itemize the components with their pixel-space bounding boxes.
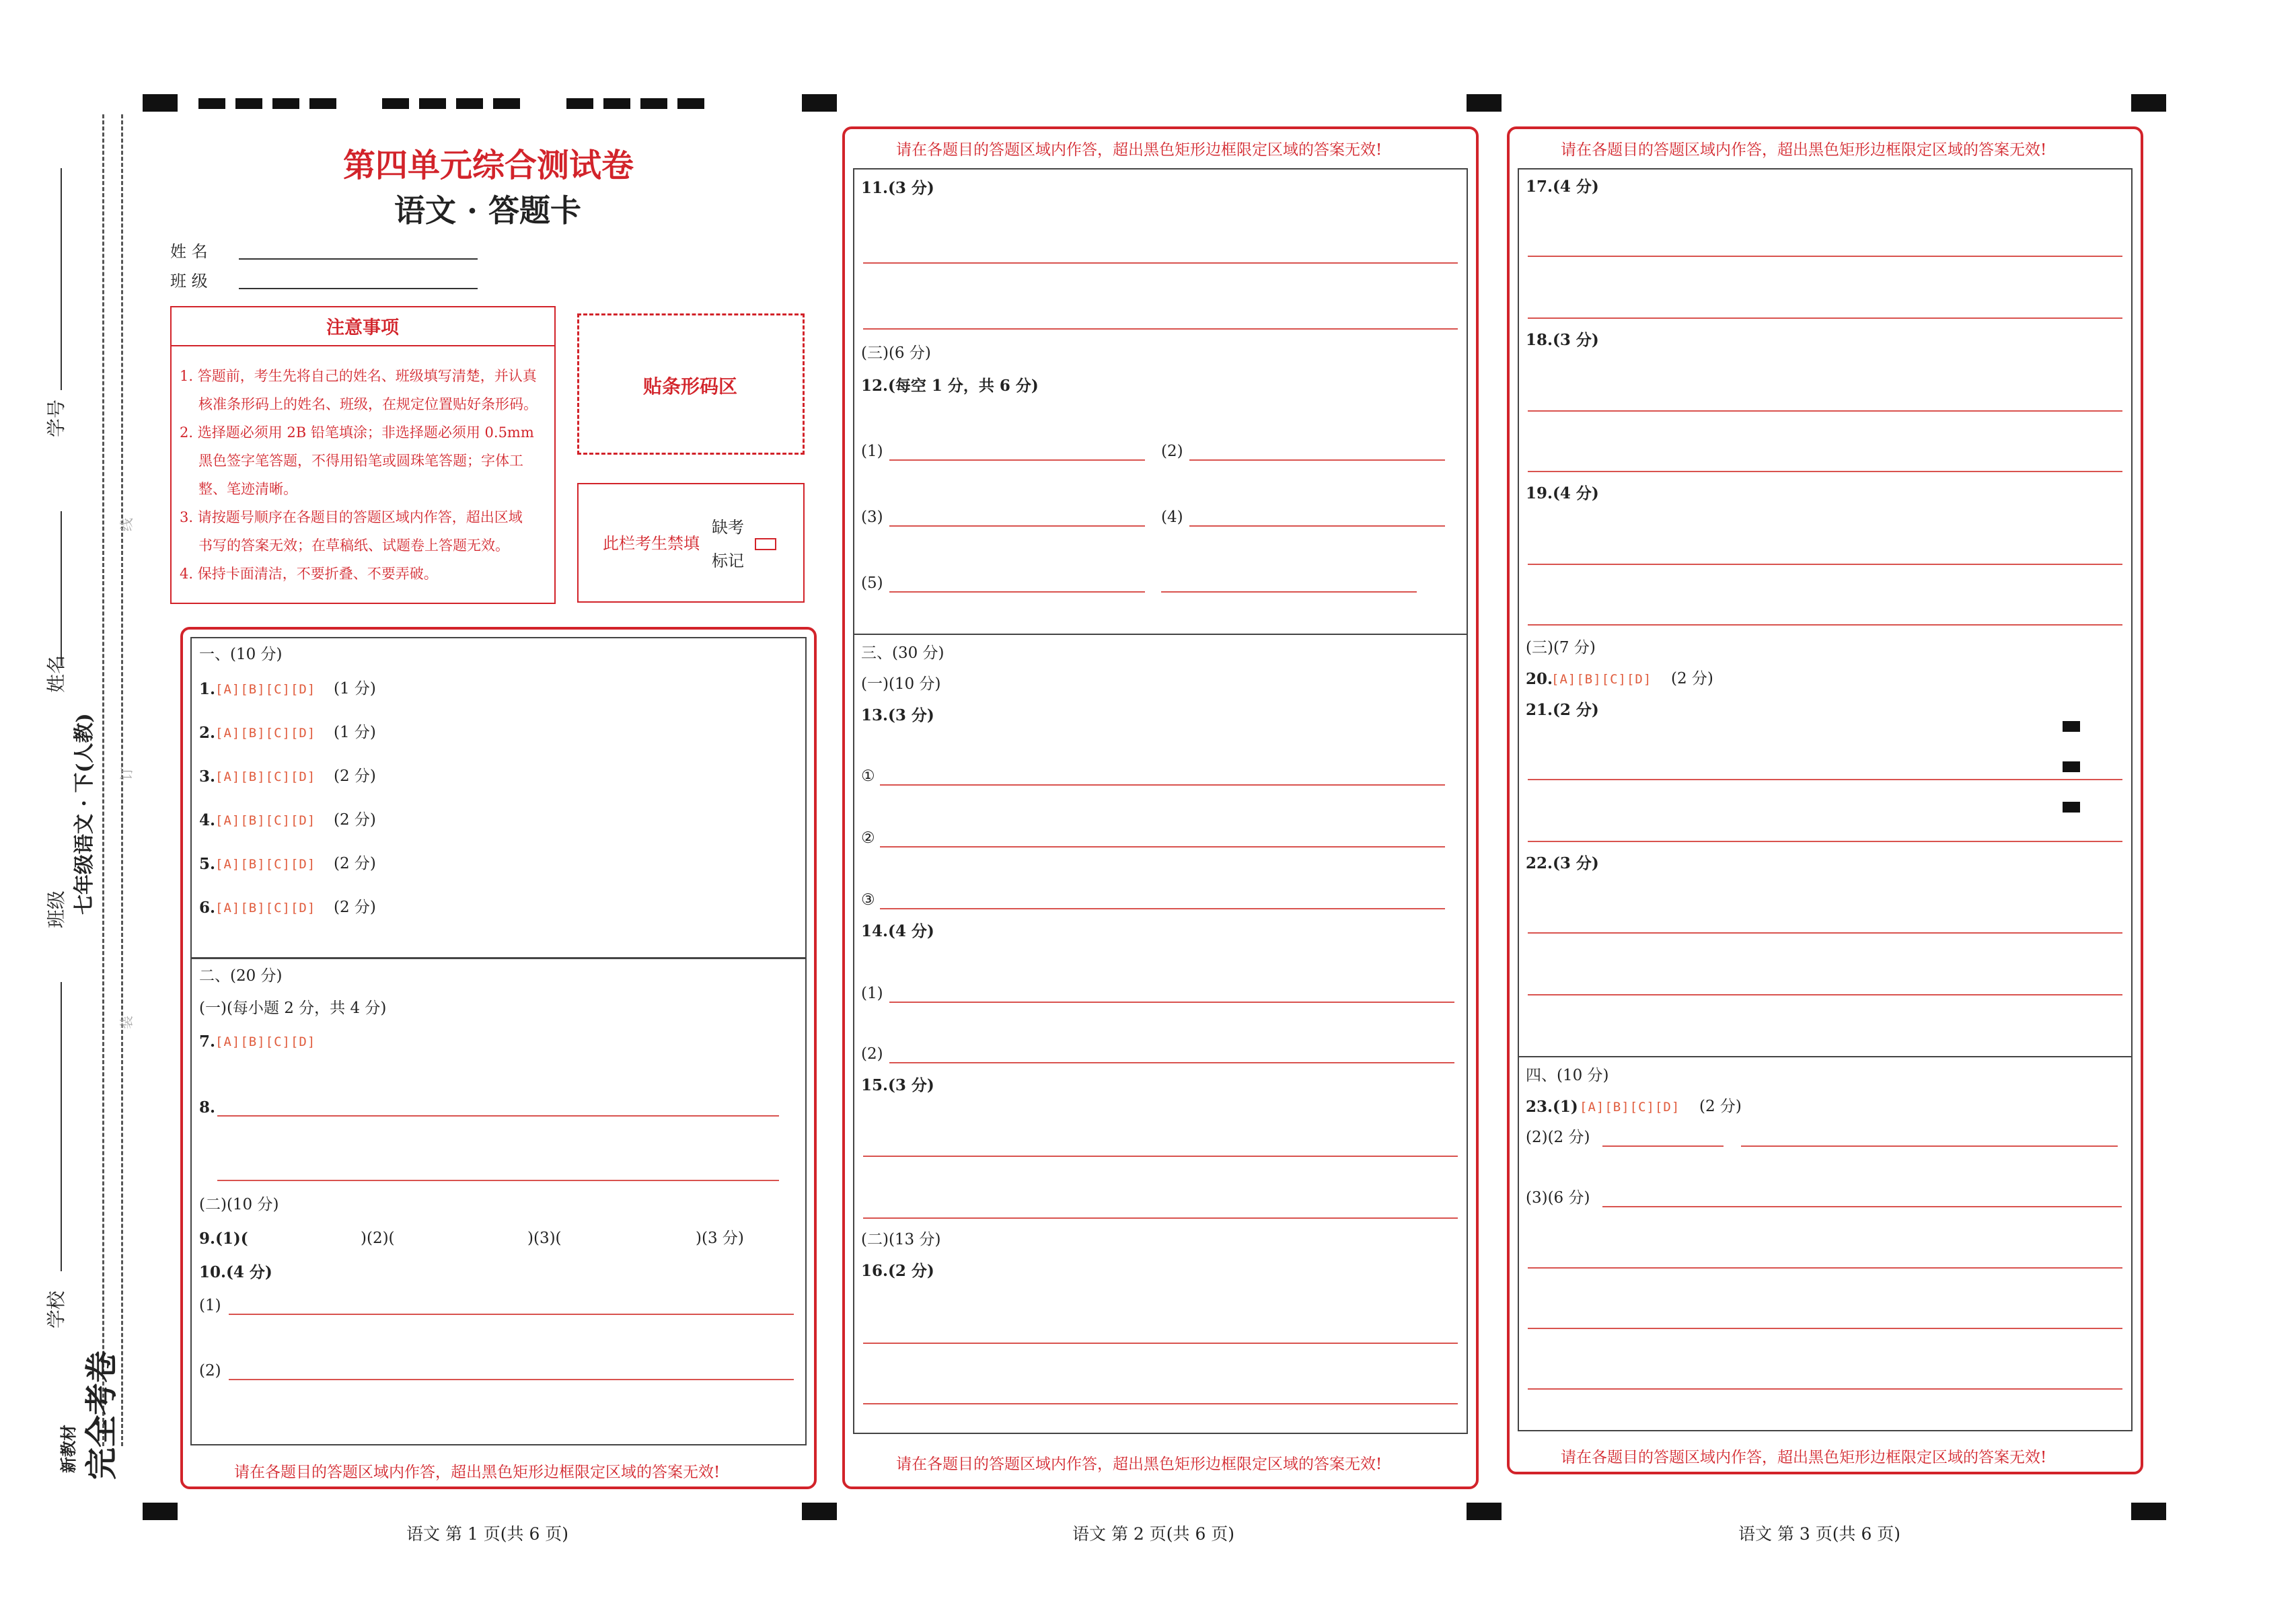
notice-line-3: 2. 选择题必须用 2B 铅笔填涂；非选择题必须用 0.5mm xyxy=(180,424,534,441)
notice-title: 注意事项 xyxy=(326,317,399,338)
q12-blank5-line[interactable] xyxy=(889,591,1145,593)
brand-logo: 完全考卷 xyxy=(83,1350,120,1480)
student-class-label: 班 级 xyxy=(170,272,208,291)
page2-box-bottom xyxy=(853,634,1468,1434)
q11-line-2[interactable] xyxy=(863,328,1458,330)
class-label: 班级 xyxy=(45,890,67,928)
mc-q5-options[interactable]: [A][B][C][D] xyxy=(215,857,316,872)
q12-blank2-line[interactable] xyxy=(1189,459,1445,461)
mc-q3-options[interactable]: [A][B][C][D] xyxy=(215,769,316,784)
q10-sub1-line[interactable] xyxy=(229,1314,794,1315)
q12-blank4-label: (4) xyxy=(1161,509,1183,526)
q10-sub1: (1) xyxy=(199,1297,221,1314)
mc-q5-points: (2 分) xyxy=(334,855,376,872)
examiner-only-box xyxy=(577,483,805,603)
mc-q3-number: 3. xyxy=(199,767,216,786)
mc-q6-number: 6. xyxy=(199,899,216,917)
page3-box-top xyxy=(1518,168,2133,1057)
q16-number: 16.(2 分) xyxy=(861,1262,934,1280)
q11-line-1[interactable] xyxy=(863,262,1458,264)
q9-number: 9.(1)( xyxy=(199,1230,248,1248)
q12-blank3-label: (3) xyxy=(861,509,883,526)
page2-sec-iii-heading: 三、(30 分) xyxy=(861,644,945,662)
page3-warning-top: 请在各题目的答题区域内作答，超出黑色矩形边框限定区域的答案无效! xyxy=(1561,141,2047,159)
section2-box xyxy=(190,958,807,1445)
q13-item3-line[interactable] xyxy=(880,908,1445,909)
mc-q4-points: (2 分) xyxy=(334,811,376,829)
q13-item1-label: ① xyxy=(861,767,875,785)
q23-options[interactable]: [A][B][C][D] xyxy=(1580,1100,1680,1115)
q20-number: 20. xyxy=(1526,670,1553,688)
notice-box xyxy=(170,306,556,604)
page2-warning-top: 请在各题目的答题区域内作答，超出黑色矩形边框限定区域的答案无效! xyxy=(896,141,1382,159)
forbidden-label: 此栏考生禁填 xyxy=(603,534,700,553)
q20-options[interactable]: [A][B][C][D] xyxy=(1551,672,1652,687)
q19-line-2[interactable] xyxy=(1528,624,2122,626)
absent-label-1: 缺考 xyxy=(712,518,744,537)
student-class-field[interactable] xyxy=(239,288,478,289)
q8-answer-line-2[interactable] xyxy=(217,1180,779,1181)
q14-sub2-label: (2) xyxy=(861,1045,883,1063)
q7-options[interactable]: [A][B][C][D] xyxy=(215,1034,316,1049)
q14-sub2-line[interactable] xyxy=(889,1062,1454,1063)
q16-line-2[interactable] xyxy=(863,1403,1458,1404)
q22-line-1[interactable] xyxy=(1528,932,2122,934)
page2-footer: 语文 第 2 页(共 6 页) xyxy=(1072,1524,1235,1544)
barcode-label: 贴条形码区 xyxy=(643,375,738,398)
mc-q1-options[interactable]: [A][B][C][D] xyxy=(215,682,316,697)
mc-q1-points: (1 分) xyxy=(334,680,376,698)
absent-checkbox[interactable] xyxy=(755,538,776,550)
q22-line-2[interactable] xyxy=(1528,994,2122,995)
page2-box-top xyxy=(853,168,1468,635)
page3-sec3-heading: (三)(7 分) xyxy=(1526,639,1596,656)
q14-sub1-line[interactable] xyxy=(889,1002,1454,1003)
q12-number: 12.(每空 1 分，共 6 分) xyxy=(861,377,1039,395)
page2-warning-bottom: 请在各题目的答题区域内作答，超出黑色矩形边框限定区域的答案无效! xyxy=(896,1456,1382,1473)
brand-small: 新教材 xyxy=(59,1425,78,1473)
page2-sec3-heading: (三)(6 分) xyxy=(861,344,931,362)
q9-part-3: )(3)( xyxy=(527,1230,562,1247)
q18-line-2[interactable] xyxy=(1528,471,2122,472)
page3-warning-bottom: 请在各题目的答题区域内作答，超出黑色矩形边框限定区域的答案无效! xyxy=(1561,1449,2047,1466)
mc-q2-points: (1 分) xyxy=(334,724,376,741)
q23-part3-line-2[interactable] xyxy=(1528,1267,2122,1269)
q10-sub2: (2) xyxy=(199,1362,221,1380)
q12-blank3-line[interactable] xyxy=(889,525,1145,527)
q14-sub1-label: (1) xyxy=(861,985,883,1002)
q17-line-2[interactable] xyxy=(1528,317,2122,319)
q15-line-1[interactable] xyxy=(863,1156,1458,1157)
q23-number: 23.(1) xyxy=(1526,1098,1578,1116)
q13-item2-line[interactable] xyxy=(880,846,1445,848)
q23-part2-label: (2)(2 分) xyxy=(1526,1129,1590,1146)
q13-item3-label: ③ xyxy=(861,891,875,909)
q19-number: 19.(4 分) xyxy=(1526,484,1599,502)
q21-number: 21.(2 分) xyxy=(1526,701,1599,719)
cut-glyph-line: 线 xyxy=(118,518,135,531)
q22-number: 22.(3 分) xyxy=(1526,854,1599,872)
page2-sec-iii-b-heading: (二)(13 分) xyxy=(861,1231,941,1248)
barcode-area xyxy=(577,313,805,455)
notice-line-5: 整、笔迹清晰。 xyxy=(198,481,297,497)
q14-number: 14.(4 分) xyxy=(861,922,934,940)
mc-q2-options[interactable]: [A][B][C][D] xyxy=(215,726,316,741)
notice-line-1: 1. 答题前，考生先将自己的姓名、班级填写清楚，并认真 xyxy=(180,368,537,384)
q23-part2-line-1[interactable] xyxy=(1602,1145,1724,1147)
mc-q4-options[interactable]: [A][B][C][D] xyxy=(215,813,316,828)
mc-q4-number: 4. xyxy=(199,811,216,829)
subtitle-text: 语文 · 答题卡 xyxy=(394,192,582,229)
q8-number: 8. xyxy=(199,1098,216,1117)
mc-q3-points: (2 分) xyxy=(334,767,376,785)
page3-sec4-heading: 四、(10 分) xyxy=(1526,1067,1609,1084)
section-2b-heading: (二)(10 分) xyxy=(199,1196,279,1213)
page1-footer: 语文 第 1 页(共 6 页) xyxy=(406,1524,569,1544)
school-label: 学校 xyxy=(45,1290,67,1328)
q13-number: 13.(3 分) xyxy=(861,706,934,724)
id-label: 学号 xyxy=(45,399,67,437)
student-name-label: 姓 名 xyxy=(170,242,208,261)
section-2a-heading: (一)(每小题 2 分，共 4 分) xyxy=(199,1000,387,1017)
q19-line-1[interactable] xyxy=(1528,564,2122,565)
q12-blank5-label: (5) xyxy=(861,574,883,592)
q10-sub2-line[interactable] xyxy=(229,1379,794,1380)
q9-points: )(3 分) xyxy=(696,1230,744,1247)
q13-item2-label: ② xyxy=(861,829,875,847)
q21-line-1[interactable] xyxy=(1528,779,2122,780)
page3-footer: 语文 第 3 页(共 6 页) xyxy=(1738,1524,1901,1544)
q12-blank6-line[interactable] xyxy=(1161,591,1417,593)
page1-warning: 请在各题目的答题区域内作答，超出黑色矩形边框限定区域的答案无效! xyxy=(234,1464,720,1481)
page2-sec-iii-a-heading: (一)(10 分) xyxy=(861,675,941,693)
notice-line-7: 书写的答案无效；在草稿纸、试题卷上答题无效。 xyxy=(198,537,509,554)
q23-points: (2 分) xyxy=(1699,1098,1742,1115)
notice-line-2: 核准条形码上的姓名、班级，在规定位置贴好条形码。 xyxy=(198,396,538,412)
q7-number: 7. xyxy=(199,1032,216,1051)
notice-line-6: 3. 请按题号顺序在各题目的答题区域内作答，超出区域 xyxy=(180,509,523,525)
q11-number: 11.(3 分) xyxy=(861,179,934,197)
notice-line-4: 黑色签字笔答题，不得用铅笔或圆珠笔答题；字体工 xyxy=(198,453,523,469)
q21-line-2[interactable] xyxy=(1528,841,2122,842)
series-label: 七年级语文 · 下(人教) xyxy=(73,713,96,915)
q8-answer-line-1[interactable] xyxy=(217,1115,779,1117)
q18-number: 18.(3 分) xyxy=(1526,331,1599,349)
q23-part3-line-4[interactable] xyxy=(1528,1388,2122,1390)
notice-line-8: 4. 保持卡面清洁，不要折叠、不要弄破。 xyxy=(180,566,438,582)
q12-blank1-line[interactable] xyxy=(889,459,1145,461)
q23-part3-label: (3)(6 分) xyxy=(1526,1189,1590,1207)
mc-q6-options[interactable]: [A][B][C][D] xyxy=(215,901,316,915)
page-title: 第四单元综合测试卷 xyxy=(343,147,634,184)
mc-q5-number: 5. xyxy=(199,855,216,873)
q12-blank1-label: (1) xyxy=(861,443,883,460)
q18-line-1[interactable] xyxy=(1528,410,2122,412)
page-subtitle xyxy=(394,192,582,229)
q10-number: 10.(4 分) xyxy=(199,1263,272,1281)
mc-q1-number: 1. xyxy=(199,680,216,698)
q13-item1-line[interactable] xyxy=(880,784,1445,786)
cut-glyph-order: 订 xyxy=(118,767,135,780)
q12-blank4-line[interactable] xyxy=(1189,525,1445,527)
q12-blank2-label: (2) xyxy=(1161,443,1183,460)
section-2-heading: 二、(20 分) xyxy=(199,967,283,985)
q23-part3-line-1[interactable] xyxy=(1602,1206,2122,1207)
absent-label-2: 标记 xyxy=(712,552,744,570)
name-label: 姓名 xyxy=(45,654,67,693)
q16-line-1[interactable] xyxy=(863,1343,1458,1344)
q17-number: 17.(4 分) xyxy=(1526,178,1599,196)
q9-part-2: )(2)( xyxy=(361,1230,395,1247)
q23-part2-line-2[interactable] xyxy=(1741,1145,2118,1147)
q20-points: (2 分) xyxy=(1671,670,1713,687)
section-1-heading: 一、(10 分) xyxy=(199,646,283,663)
q23-part3-line-3[interactable] xyxy=(1528,1328,2122,1329)
q17-line-1[interactable] xyxy=(1528,256,2122,257)
mc-q2-number: 2. xyxy=(199,724,216,742)
cut-glyph-bind: 装 xyxy=(118,1016,135,1029)
q15-line-2[interactable] xyxy=(863,1217,1458,1219)
student-name-field[interactable] xyxy=(239,258,478,260)
mc-q6-points: (2 分) xyxy=(334,899,376,916)
q15-number: 15.(3 分) xyxy=(861,1076,934,1094)
